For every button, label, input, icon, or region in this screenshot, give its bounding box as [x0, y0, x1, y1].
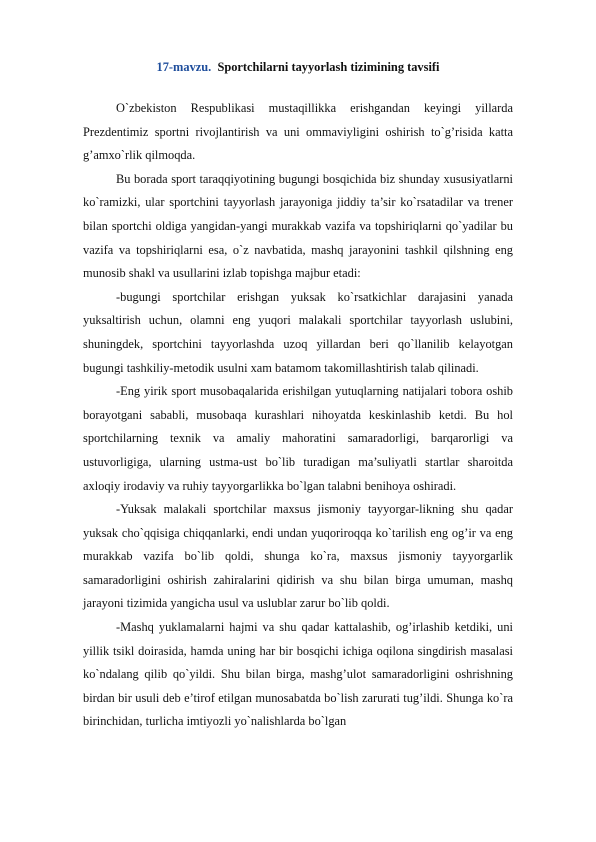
topic-number: 17-mavzu.	[156, 60, 212, 74]
paragraph-item-3: -Yuksak malakali sportchilar maxsus jismoniy tayyorgar-likning shu qadar yuksak cho`qqisiga chiqqanlarki, endi undan yuqoriroqqa ko`tarilish eng og’ir va eng murakkab vazifa bo`lib qoldi, shunga ko`ra, maxsus jismoniy tayyorgarlik samaradorligini oshirish zahiralarini qidirish va shu bilan birga umuman, mashq jarayoni tizimida yangicha usul va uslublar zarur bo`lib qoldi.	[83, 502, 513, 611]
topic-title: Sportchilarni tayyorlash tizimining tavsifi	[217, 60, 440, 74]
document-page	[83, 54, 513, 734]
paragraph-item-2: -Eng yirik sport musobaqalarida erishilgan yutuqlarning natijalari tobora oshib borayotgani sababli, musobaqa kurashlari nihoyatda keskinlashib ketdi. Bu hol sportchilarning texnik va amaliy mahoratini samaradorligi, barqarorligi va ustuvorligiga, ularning ustma-ust bo`lib turadigan ma’suliyatli startlar sharoitda axloqiy irodaviy va ruhiy tayyorgarlikka bo`lgan talabni benihoya oshiradi.	[83, 384, 513, 493]
paragraph-features: Bu borada sport taraqqiyotining bugungi bosqichida biz shunday xususiyatlarni ko`ramizki, ular sportchini tayyorlash jarayoniga jiddiy ta’sir ko`rsatadilar va trener bilan sportchi oldiga yangidan-yangi murakkab vazifa va topshiriqlarni qo`yadilar bu vazifa va topshiriqlarni esa, o`z navbatida, mashq jarayonini tashkil qilshning eng munosib shakl va usullarini izlab topishga majbur etadi:	[83, 171, 513, 281]
page-title	[83, 60, 513, 75]
paragraph-intro: O`zbekiston Respublikasi mustaqillikka erishgandan keyingi yillarda Prezdentimiz sportni rivojlantirish va uni ommaviyligini oshirish to`g’risida katta g’amxo`rlik qilmoqda.	[83, 101, 513, 163]
paragraph-item-4: -Mashq yuklamalarni hajmi va shu qadar kattalashib, og’irlashib ketdiki, uni yillik tsikl doirasida, hamda uning har bir bosqichi ichiga oqilona singdirish masalasi ko`ndalang qilib qo`yildi. Shu bilan birga, mashg’ulot samaradorligini oshrishning birdan bir usuli deb e’tirof etilgan munosabatda bo`lish zarurati tug’ildi. Shunga ko`ra birinchidan, turlicha imtiyozli yo`nalishlarda bo`lgan	[83, 620, 513, 729]
paragraph-item-1: -bugungi sportchilar erishgan yuksak ko`rsatkichlar darajasini yanada yuksaltirish uchun, olamni eng yuqori malakali sportchilar tayyorlash uslubini, shuningdek, sportchini tayyorlashda uzoq yillardan beri qo`llanilib kelayotgan bugungi tashkiliy-metodik usulni xam batamom takomillashtirish talab qilinadi.	[83, 289, 513, 375]
